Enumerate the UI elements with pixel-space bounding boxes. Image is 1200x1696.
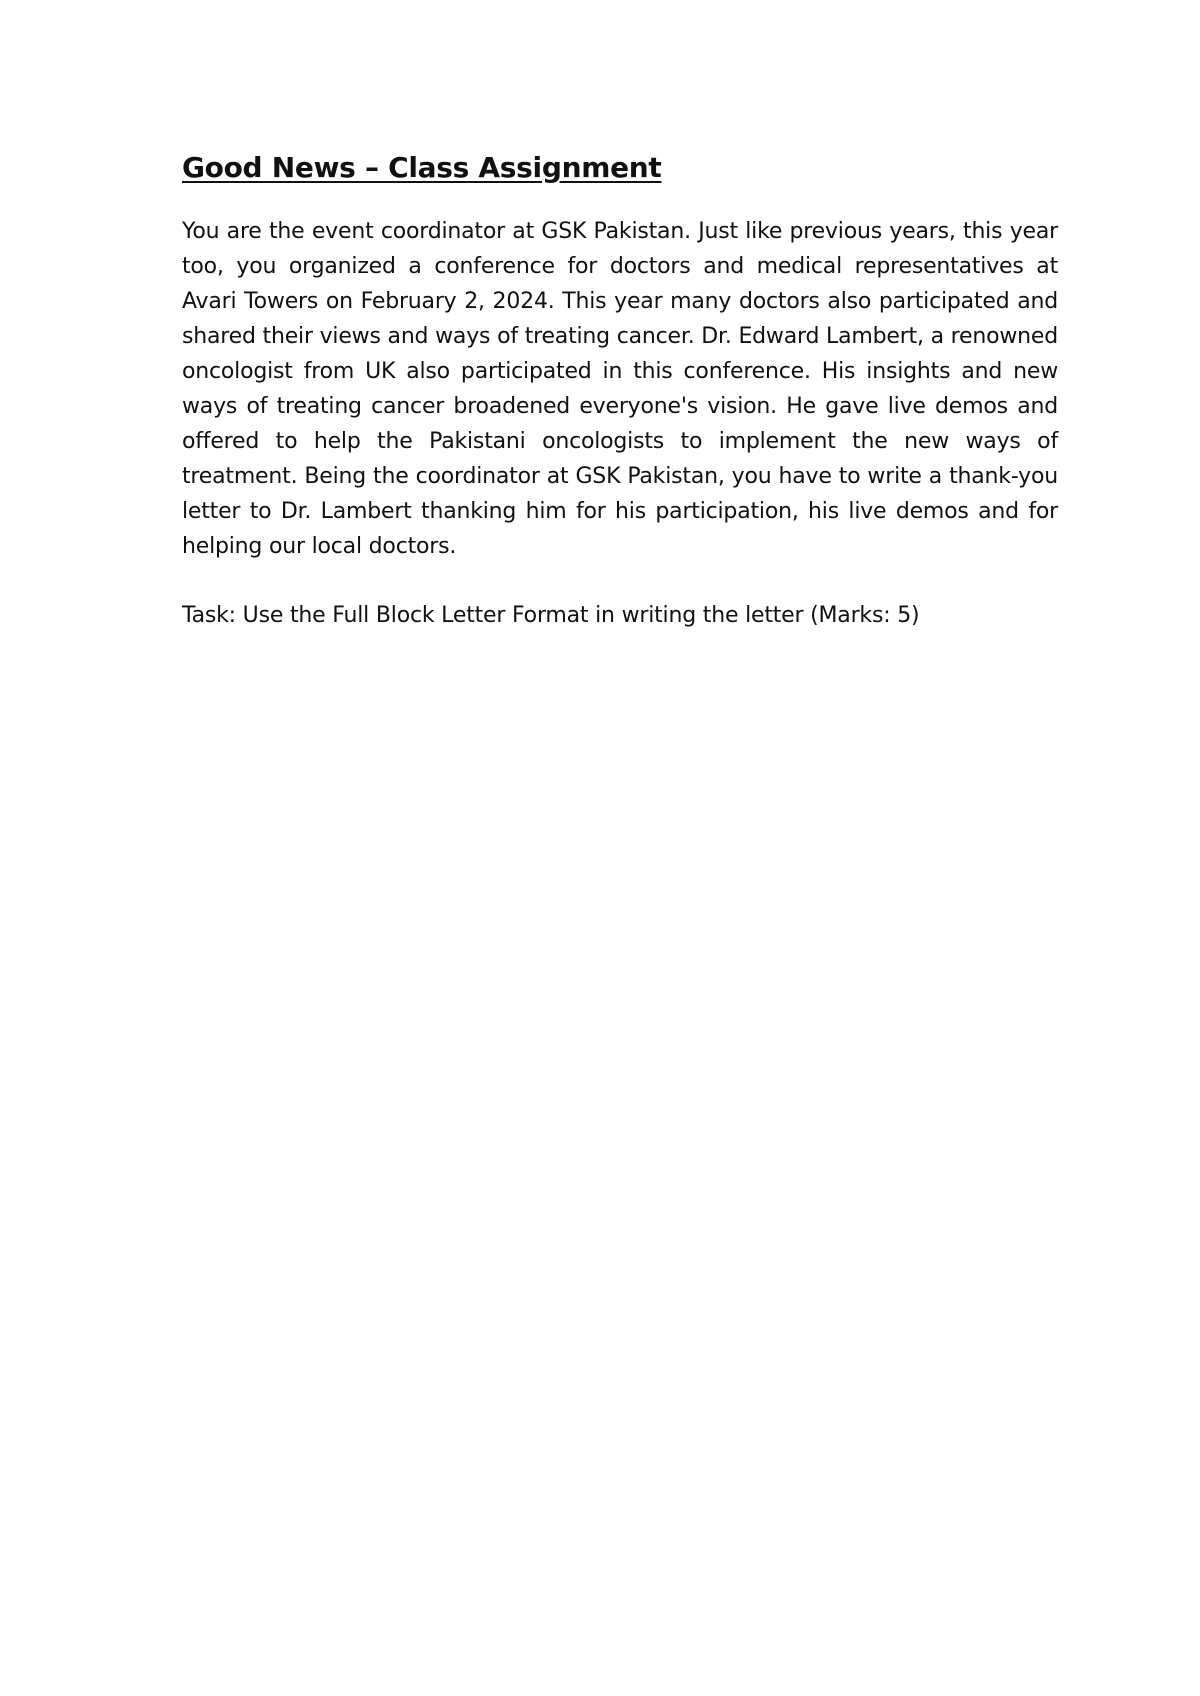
page-title: Good News – Class Assignment: [182, 151, 662, 184]
document-content: [182, 150, 1058, 633]
assignment-paragraph: You are the event coordinator at GSK Pakistan. Just like previous years, this year too, you organized a conference for doctors and medical representatives at Avari Towers on February 2, 2024. This year many doctors also participated and shared their views and ways of treating cancer. Dr. Edward Lambert, a renowned oncologist from UK also participated in this conference. His insights and new ways of treating cancer broadened everyone's vision. He gave live demos and offered to help the Pakistani oncologists to implement the new ways of treatment. Being the coordinator at GSK Pakistan, you have to write a thank-you letter to Dr. Lambert thanking him for his participation, his live demos and for helping our local doctors.: [182, 219, 1058, 559]
task-instruction: Task: Use the Full Block Letter Format in writing the letter (Marks: 5): [182, 603, 920, 628]
